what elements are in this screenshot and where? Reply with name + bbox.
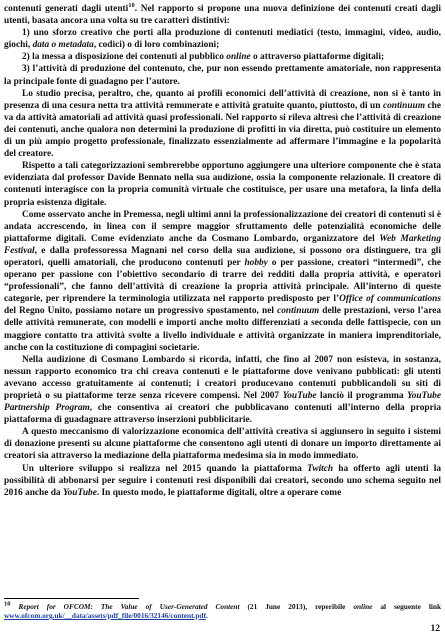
- text-run: ha offerto agli utenti la possibilità di abbonarsi per seguire i contenuti resi disponibili dai creatori, secondo uno schema seguito nel 2016 anche da: [4, 463, 441, 498]
- italic-text: online: [226, 52, 251, 63]
- italic-text: Web Marketing Festival: [4, 233, 442, 256]
- footnote-separator: [4, 598, 139, 599]
- text-run: , codici) o di loro combinazioni;: [93, 40, 220, 51]
- text-run: Un ulteriore sviluppo si realizza nel 2015 quando la piattaforma: [22, 463, 307, 474]
- text-run: o per passione, creatori “intermedi”, che operano per passione con l’obiettivo secondario di trarre dei redditi dalla propria attività, e operatori “professionali”, che fanno dell’attività di creazione la propria attività principale. All’interno di queste categorie, per riprendere la terminologia utilizzata nel rapporto predisposto per l’: [4, 257, 441, 305]
- criteria-list: [4, 27, 441, 87]
- text-run: al seguente link: [372, 602, 442, 611]
- italic-text: continuum: [277, 306, 320, 317]
- paragraph-2: [4, 88, 441, 161]
- paragraph-7: [4, 463, 441, 499]
- text-run: del Regno Unito, possiamo notare un progressivo spostamento, nel: [4, 306, 278, 317]
- text-run: lanciò il programma: [316, 391, 408, 401]
- italic-text: hobby: [244, 257, 268, 268]
- italic-text: Office of communications: [339, 294, 442, 305]
- text-run: . In questo modo, le piattaforme digitali, oltre a operare come: [96, 487, 342, 498]
- text-run: , che consentiva ai creatori che pubblicavano contenuti all’interno della propria piattaforma di guadagnare attraverso inserzioni pubblicitarie.: [4, 403, 441, 426]
- paragraph-5: [4, 354, 441, 427]
- text-run: (21 June 2013), reperibile: [239, 602, 354, 611]
- paragraph-6: A questo meccanismo di valorizzazione economica dell’attività creativa si aggiunsero in seguito i sistemi di donazione presenti su alcune piattaforme che consentono agli utenti di donare un importo direttamente ai creatori sia attraverso la mediazione della piattaforma medesima sia in modo immediato.: [4, 427, 441, 462]
- footnote-link[interactable]: www.ofcom.org.uk/__data/assets/pdf_file/0016/32146/content.pdf: [4, 611, 206, 620]
- text-run: Nella audizione di Cosmano Lombardo si ricorda, infatti, che fino al 2007 non esisteva, in sostanza, nessun rapporto economico tra chi creava contenuti e le piattaforme dove venivano pubblicati: gli utenti avevano accesso gratuitamente ai contenuti; i creatori producevano contenuti pubblicandoli su siti di proprietà o su piattaforme terze senza ricevere compensi. Nel 2007: [4, 354, 441, 401]
- italic-text: online: [353, 602, 373, 611]
- text-run: che va da attività amatoriali ad attività quasi professionali. Nel rapporto si rileva altresì che l’attività di creazione dei contenuti, anche qualora non determini la produzione di profitti in via diretta, può costituire un elemento di un più ampio progetto professionale, finalizzato essenzialmente ad affermare l’immagine e la popolarità del creatore.: [4, 100, 441, 160]
- list-item: 3) l’attività di produzione del contenuto, che, pur non essendo prettamente amatoriale, non rappresenta la principale fonte di guadagno per l’autore.: [4, 64, 441, 87]
- italic-text: Twitch: [306, 463, 334, 474]
- paragraph-3: Rispetto a tali categorizzazioni sembrerebbe opportuno aggiungere una ulteriore componente che è stata evidenziata dal professor Davide Bennato nella sua audizione, ossia la componente relazionale. Il creatore di contenuti interagisce con la propria comunità virtuale che costituisce, per usare una metafora, la linfa della propria esistenza digitale.: [4, 161, 441, 208]
- text-run: Lo studio precisa, peraltro, che, quanto ai profili economici dell’attività di creazione, non si è tanto in presenza di una cesura netta tra attività remunerate e attività gratuite quanto, piuttosto, di un: [4, 88, 441, 111]
- italic-text: YouTube: [62, 487, 97, 498]
- text-run: delle prestazioni, verso l’area delle attività remunerate, con modelli e importi anche molto differenziati a seconda delle fattispecie, con un maggiore contatto tra attività svolte a livello individuale e attività organizzate in maniera imprenditoriale, anche con la costituzione di compagini societarie.: [4, 306, 442, 353]
- list-item: [4, 51, 441, 63]
- italic-text: YouTube: [282, 391, 317, 401]
- page-number: 12: [430, 624, 440, 634]
- footnote: [4, 602, 441, 620]
- text-run: Come osservato anche in Premessa, negli ultimi anni la professionalizzazione dei creatori di contenuti si è andata accrescendo, in linea con il sempre maggior sfruttamento delle potenzialità economiche delle piattaforme digitali. Come evidenziato anche da Cosmano Lombardo, organizzatore del: [4, 209, 441, 244]
- paragraph-4: [4, 209, 441, 354]
- list-item: [4, 27, 441, 51]
- text-run: . Nel rapporto si propone una nuova definizione dei contenuti creati dagli utenti, basata ancora una volta su tre caratteri distintivi:: [4, 4, 441, 27]
- text-run: 2) la messa a disposizione dei contenuti al pubblico: [22, 52, 227, 63]
- footnote-number: 10: [4, 600, 11, 608]
- italic-text: data o metadata: [32, 40, 94, 51]
- text-run: 1) uno sforzo creativo che porti alla produzione di contenuti mediatici (testo, immagini, video, audio, giochi,: [4, 28, 441, 51]
- footnote-reference[interactable]: 10: [128, 1, 135, 9]
- italic-text: continuum: [382, 100, 426, 111]
- text-run: o attraverso piattaforme digitali;: [250, 52, 385, 63]
- paragraph-1: [4, 3, 441, 27]
- text-run: .: [205, 611, 208, 620]
- body-text: [4, 3, 441, 499]
- text-run: , e dalla professoressa Magnani nel corso della sua audizione, si possono ora distinguere, tra gli operatori, quelli amatoriali, che producono contenuti per: [4, 245, 441, 268]
- text-run: contenuti generati dagli utenti: [4, 4, 129, 14]
- italic-text: YouTube Partnership Program: [4, 391, 441, 414]
- footnote-title: Report for OFCOM: The Value of User-Generated Content: [18, 602, 240, 611]
